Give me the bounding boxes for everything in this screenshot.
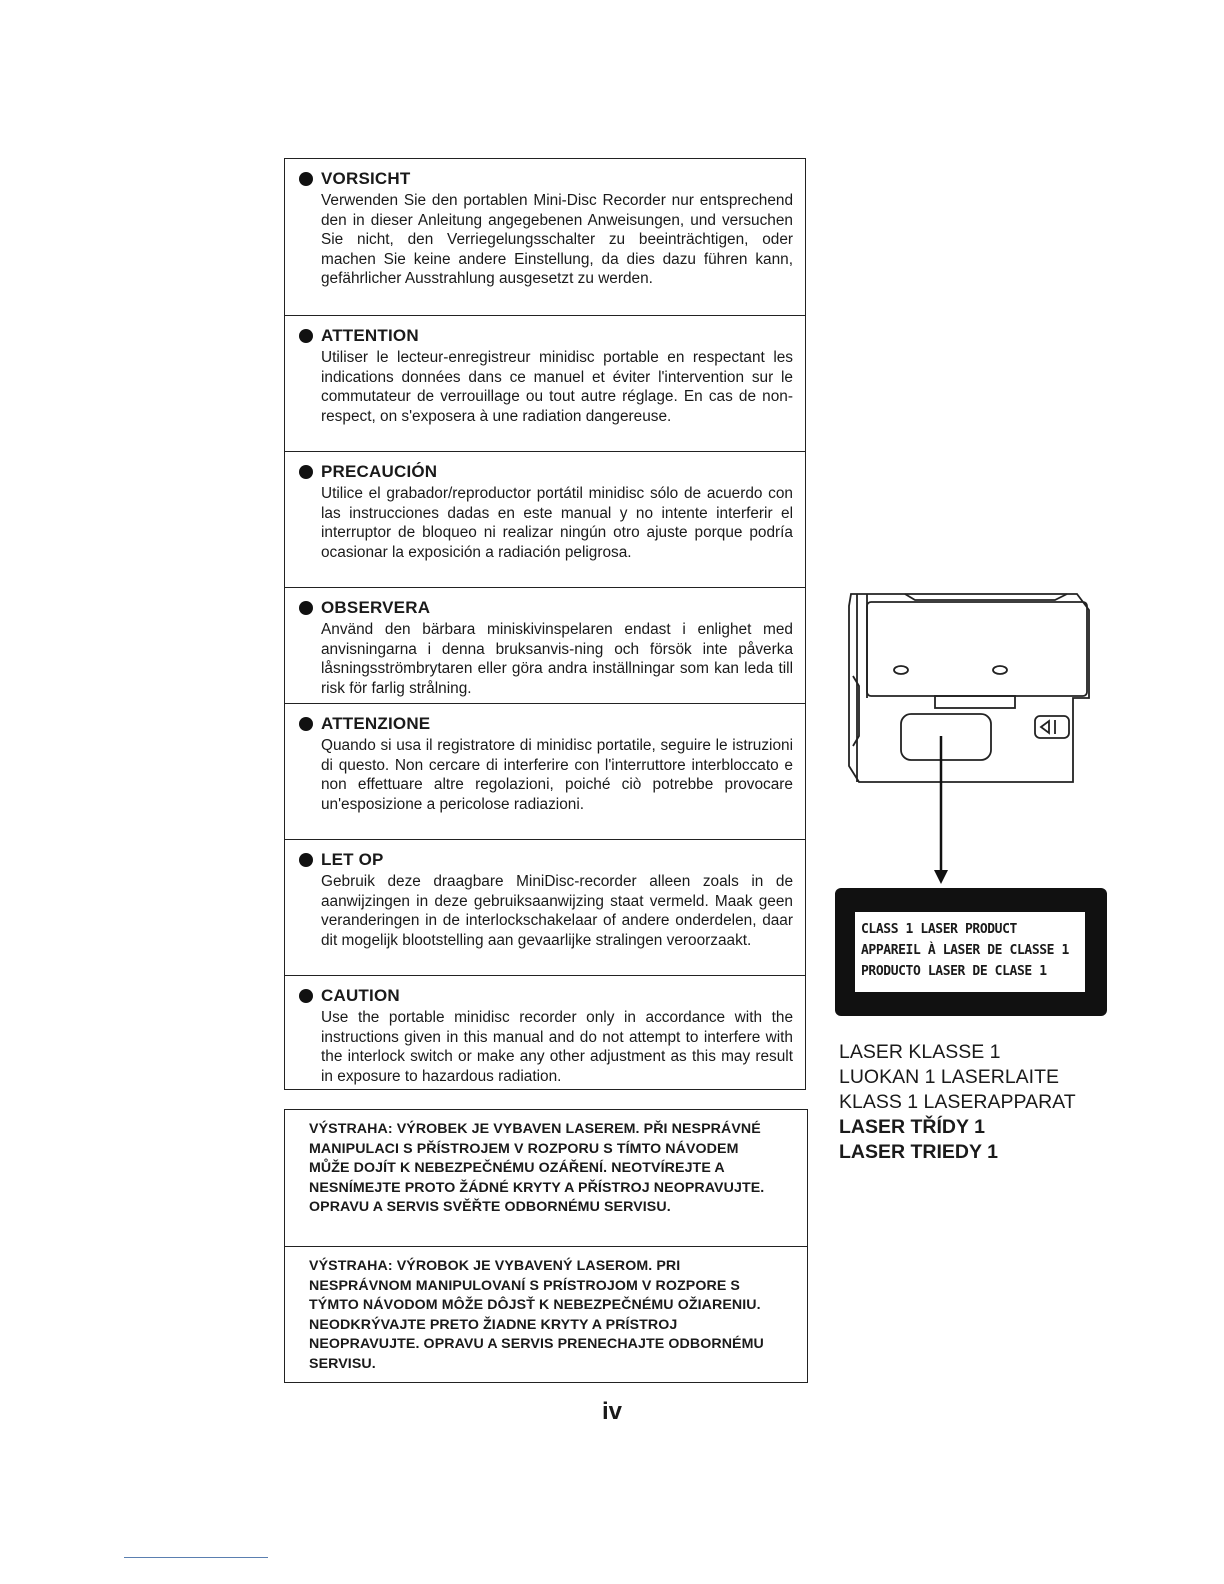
warning-box xyxy=(284,158,806,1090)
section-body: Utilice el grabador/reproductor portátil minidisc sólo de acuerdo con las instrucciones dadas en este manual y no intente interferir el interruptor de bloqueo ni realizar ningún otro ajuste porque podría ocasionar la exposición a radiación peligrosa. xyxy=(321,485,793,561)
czech-warning xyxy=(285,1110,807,1246)
page-number: iv xyxy=(601,1398,622,1425)
section-body: Utiliser le lecteur-enregistreur minidisc portable en respectant les indications données dans ce manuel et éviter l'intervention sur le commutateur de verrouillage ou tout autre réglage. En cas de non-respect, on s'exposera à une radiation dangereuse. xyxy=(321,349,793,425)
warning-section-fr xyxy=(285,315,805,451)
warning-section-sv xyxy=(285,587,805,703)
section-title-text: LET OP xyxy=(321,850,384,869)
section-title-text: VORSICHT xyxy=(321,169,411,188)
bullet-icon xyxy=(299,172,313,186)
bullet-icon xyxy=(299,717,313,731)
warning-section-es xyxy=(285,451,805,587)
section-body: Verwenden Sie den portablen Mini-Disc Recorder nur entsprechend den in dieser Anleitung angegebenen Anweisungen, und versuchen Sie nicht, den Verriegelungsschalter zu beeinträchtigen, oder machen Sie keine andere Einstellung, da dies dazu führen kann, gefährlicher Ausstrahlung ausgesetzt zu werden. xyxy=(321,192,793,288)
section-body: Gebruik deze draagbare MiniDisc-recorder alleen zoals in de aanwijzingen in deze gebruiksaanwijzing staat vermeld. Maak geen veranderingen in de interlockschakelaar of andere onderdelen, daar dit mogelijk blootstelling aan gevaarlijke stralingen veroorzaakt. xyxy=(321,873,793,949)
laser-class-item: LASER KLASSE 1 xyxy=(839,1041,1001,1063)
screw-icon xyxy=(993,666,1007,674)
laser-class-item: LASER TŘÍDY 1 xyxy=(839,1116,985,1138)
section-title xyxy=(299,850,384,870)
section-body: Use the portable minidisc recorder only in accordance with the instructions given in this manual and do not attempt to interfere with the interlock switch or make any other adjustment as this may result in exposure to hazardous radiation. xyxy=(321,1009,793,1085)
section-title-text: ATTENZIONE xyxy=(321,714,431,733)
slovak-warning-text: VÝSTRAHA: VÝROBOK JE VYBAVENÝ LASEROM. PRI NESPRÁVNOM MANIPULOVANÍ S PRÍSTROJOM V ROZPORE S TÝMTO NÁVODOM MÔŽE DÔJSŤ K NEBEZPEČNÉMU OŽIARENIU. NEODKRÝVAJTE PRETO ŽIADNE KRYTY A PRÍSTROJ NEOPRAVUJTE. OPRAVU A SERVIS PRENECHAJTE ODBORNÉMU SERVISU. xyxy=(309,1258,764,1372)
laser-class-list xyxy=(839,1040,1076,1165)
warning-section-it xyxy=(285,703,805,839)
laser-label-line: CLASS 1 LASER PRODUCT xyxy=(861,922,1017,937)
section-title-text: OBSERVERA xyxy=(321,598,431,617)
warning-section-de xyxy=(285,159,805,315)
warning-section-nl xyxy=(285,839,805,975)
section-title xyxy=(299,714,430,734)
section-title xyxy=(299,326,419,346)
footnote-rule xyxy=(124,1557,268,1558)
device-slot xyxy=(935,696,1015,708)
section-title xyxy=(299,462,437,482)
bullet-icon xyxy=(299,329,313,343)
section-body: Quando si usa il registratore di minidisc portatile, seguire le istruzioni di questo. Non cercare di interferire con l'interruttore interbloccato e non effettuare altre regolazioni, poiché ciò potrebbe provocare un'esposizione a pericolose radiazioni. xyxy=(321,737,793,813)
warning-section-en xyxy=(285,975,805,1089)
section-body: Använd den bärbara miniskivinspelaren endast i enlighet med anvisningarna i denna bruksanvis-ning och försök inte påverka låsningsströmbrytaren eller göra andra inställningar som kan leda till risk för farlig strålning. xyxy=(321,621,793,697)
device-illustration xyxy=(845,586,1093,886)
section-title-text: PRECAUCIÓN xyxy=(321,462,438,481)
side-grip xyxy=(853,676,859,746)
section-title-text: CAUTION xyxy=(321,986,400,1005)
bullet-icon xyxy=(299,601,313,615)
section-title xyxy=(299,169,410,189)
section-title-text: ATTENTION xyxy=(321,326,419,345)
section-title xyxy=(299,986,400,1006)
czech-warning-text: VÝSTRAHA: VÝROBEK JE VYBAVEN LASEREM. PŘI NESPRÁVNÉ MANIPULACI S PŘÍSTROJEM V ROZPORU S TÍMTO NÁVODEM MŮŽE DOJÍT K NEBEZPEČNÉMU OZÁŘENÍ. NEOTVÍREJTE A NESNÍMEJTE PROTO ŽÁDNÉ KRYTY A PŘÍSTROJ NEOPRAVUJTE. OPRAVU A SERVIS SVĚŘTE ODBORNÉMU SERVISU. xyxy=(309,1121,765,1215)
bullet-icon xyxy=(299,853,313,867)
device-top-rim xyxy=(905,594,1067,600)
laser-class-item: LASER TRIEDY 1 xyxy=(839,1141,998,1163)
section-title xyxy=(299,598,430,618)
laser-class-item: KLASS 1 LASERAPPARAT xyxy=(839,1091,1076,1113)
bullet-icon xyxy=(299,465,313,479)
screw-icon xyxy=(894,666,908,674)
laser-class-item: LUOKAN 1 LASERLAITE xyxy=(839,1066,1060,1088)
slovak-warning xyxy=(285,1246,807,1382)
bullet-icon xyxy=(299,989,313,1003)
arrow-down-icon xyxy=(934,870,948,884)
switch-arrow-icon xyxy=(1041,720,1055,734)
laser-label-location xyxy=(901,714,991,760)
laser-label-line: APPAREIL À LASER DE CLASSE 1 xyxy=(861,943,1069,958)
czech-slovak-warning-box xyxy=(284,1109,808,1383)
device-outline xyxy=(849,594,1089,782)
device-lid xyxy=(867,602,1087,696)
laser-label-line: PRODUCTO LASER DE CLASE 1 xyxy=(861,964,1047,979)
laser-label xyxy=(835,888,1107,1016)
laser-label-inner xyxy=(855,912,1085,992)
